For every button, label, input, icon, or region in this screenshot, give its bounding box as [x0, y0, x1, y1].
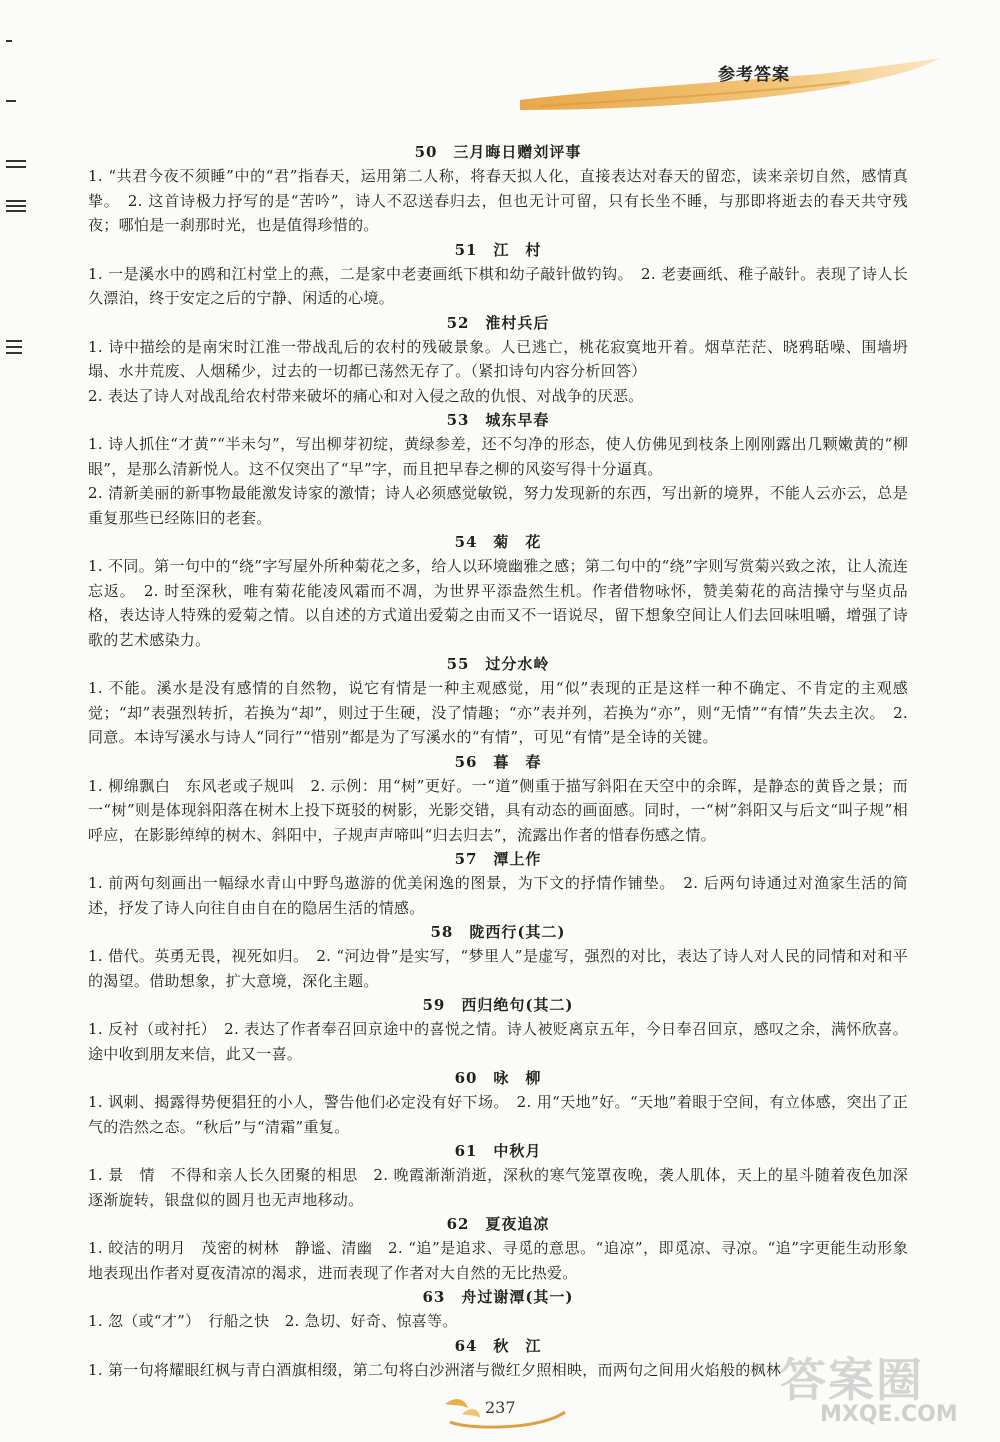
section-title: 57 潭上作	[454, 850, 542, 868]
page-number: 237	[485, 1398, 516, 1417]
section-title: 54 菊 花	[454, 533, 542, 551]
section-title: 61 中秋月	[454, 1142, 542, 1160]
answer-section	[88, 1066, 908, 1139]
answer-section	[88, 408, 908, 530]
binding-mark	[6, 160, 26, 162]
answer-paragraph: 1. 反衬（或衬托） 2. 表达了作者奉召回京途中的喜悦之情。诗人被贬离京五年，今日奉召回京，感叹之余，满怀欣喜。途中收到朋友来信，此又一喜。	[88, 1020, 908, 1063]
watermark-chars: 答案圈	[780, 1353, 924, 1407]
answer-paragraph: 2. 清新美丽的新事物最能激发诗家的激情；诗人必须感觉敏锐，努力发现新的东西，写出新的境界，不能人云亦云，总是重复那些已经陈旧的老套。	[88, 484, 908, 527]
answer-section	[88, 140, 908, 238]
answer-paragraph: 1. 借代。英勇无畏，视死如归。 2. “河边骨”是实写，“梦里人”是虚写，强烈的对比，表达了诗人对人民的同情和对和平的渴望。借助想象，扩大意境，深化主题。	[88, 947, 908, 990]
answer-paragraph: 1. 皎洁的明月 茂密的树林 静谧、清幽 2. “追”是追求、寻觅的意思。“追凉”，即觅凉、寻凉。“追”字更能生动形象地表现出作者对夏夜清凉的渴求，进而表现了作者对大自然的无比热爱。	[88, 1239, 908, 1282]
answer-section	[88, 847, 908, 920]
section-title: 59 西归绝句(其二)	[422, 996, 574, 1014]
answer-content	[88, 140, 908, 1382]
binding-mark	[6, 166, 26, 168]
section-title: 60 咏 柳	[454, 1069, 542, 1087]
answer-section	[88, 311, 908, 409]
binding-mark	[6, 346, 22, 348]
answer-paragraph: 2. 表达了诗人对战乱给农村带来破坏的痛心和对入侵之敌的仇恨、对战争的厌恶。	[88, 386, 644, 405]
section-title: 56 暮 春	[454, 752, 542, 771]
watermark	[780, 1344, 990, 1434]
section-title: 51 江 村	[454, 240, 542, 259]
binding-mark	[6, 40, 12, 42]
answer-paragraph: 1. 第一句将耀眼红枫与青白酒旗相缀，第二句将白沙洲渚与微红夕照相映，而两句之间用火焰般的枫林	[88, 1360, 782, 1379]
answer-section	[88, 920, 908, 993]
answer-paragraph: 1. 前两句刻画出一幅绿水青山中野鸟遨游的优美闲逸的图景，为下文的抒情作铺垫。 2. 后两句诗通过对渔家生活的简述，抒发了诗人向往自由自在的隐居生活的情感。	[88, 874, 908, 917]
answer-paragraph: 1. 诗人抓住“才黄”“半未匀”，写出柳芽初绽，黄绿参差，还不匀净的形态，使人仿佛见到枝条上刚刚露出几颗嫩黄的“柳眼”，是那么清新悦人。这不仅突出了“早”字，而且把早春之柳的风姿写得十分逼真。	[88, 435, 908, 478]
answer-paragraph: 1. 一是溪水中的鸥和江村堂上的燕，二是家中老妻画纸下棋和幼子敲针做钓钩。 2. 老妻画纸、稚子敲针。表现了诗人长久漂泊，终于安定之后的宁静、闲适的心境。	[88, 264, 908, 307]
section-title: 50 三月晦日赠刘评事	[414, 143, 582, 161]
answer-section	[88, 1139, 908, 1212]
answer-section	[88, 530, 908, 652]
answer-paragraph: 1. 诗中描绘的是南宋时江淮一带战乱后的农村的残破景象。人已逃亡，桃花寂寞地开着。烟草茫茫、晓鸦聒噪、围墙坍塌、水井荒废、人烟稀少，过去的一切都已荡然无存了。（紧扣诗句内容分析回答）	[88, 337, 908, 380]
section-title: 64 秋 江	[454, 1336, 542, 1355]
section-title: 53 城东早春	[446, 411, 550, 429]
binding-mark	[6, 200, 26, 202]
section-title: 63 舟过谢潭(其一)	[422, 1288, 574, 1306]
binding-mark	[6, 340, 22, 342]
answer-section	[88, 1285, 908, 1334]
binding-mark	[6, 210, 26, 212]
binding-mark	[6, 205, 26, 207]
binding-mark	[6, 100, 16, 102]
answer-paragraph: 1. 不同。第一句中的“绕”字写屋外所种菊花之多，给人以环境幽雅之感；第二句中的“绕”字则写赏菊兴致之浓，让人流连忘返。 2. 时至深秋，唯有菊花能凌风霜而不凋，为世界平添盎然生机。作者借物咏怀，赞美菊花的高洁操守与坚贞品格，表达诗人特殊的爱菊之情。以自述的方式道出爱菊之由而又不一语说尽，留下想象空间让人们去回味咀嚼，增强了诗歌的艺术感染力。	[88, 557, 908, 649]
answer-paragraph: 1. 柳绵飘白 东风老或子规叫 2. 示例：用“树”更好。一“道”侧重于描写斜阳在天空中的余晖，是静态的黄昏之景；而一“树”则是体现斜阳落在树木上投下斑驳的树影，光影交错，具有动态的画面感。同时，一“树”斜阳又与后文“叫子规”相呼应，在影影绰绰的树木、斜阳中，子规声声啼叫“归去归去”，流露出作者的惜春伤感之情。	[88, 776, 908, 844]
binding-mark	[6, 352, 22, 354]
answer-section	[88, 750, 908, 848]
answer-section	[88, 1212, 908, 1285]
watermark-url: MXQE.COM	[820, 1402, 958, 1427]
answer-paragraph: 1. 不能。溪水是没有感情的自然物，说它有情是一种主观感觉，用“似”表现的正是这样一种不确定、不肯定的主观感觉；“却”表强烈转折，若换为“却”，则过于生硬，没了情趣；“亦”表并列，若换为“亦”，则“无情”“有情”失去主次。 2. 同意。本诗写溪水与诗人“同行”“惜别”都是为了写溪水的“有情”，可见“有情”是全诗的关键。	[88, 679, 908, 746]
header-label: 参考答案	[718, 65, 790, 85]
answer-paragraph: 1. 景 情 不得和亲人长久团聚的相思 2. 晚霞渐渐消逝，深秋的寒气笼罩夜晚，袭人肌体，天上的星斗随着夜色加深逐渐旋转，银盘似的圆月也无声地移动。	[88, 1166, 908, 1209]
section-title: 62 夏夜追凉	[446, 1215, 550, 1233]
answer-section	[88, 652, 908, 750]
answer-section	[88, 238, 908, 311]
answer-paragraph: 1. 忽（或“才”） 行船之快 2. 急切、好奇、惊喜等。	[88, 1312, 458, 1330]
answer-paragraph: 1. “共君今夜不须睡”中的“君”指春天，运用第二人称，将春天拟人化，直接表达对春天的留恋，读来亲切自然，感情真挚。 2. 这首诗极力抒写的是“苦吟”，诗人不忍送春归去，但也无计可留，只有长坐不睡，与那即将逝去的春天共守残夜；哪怕是一刹那时光，也是值得珍惜的。	[88, 167, 908, 234]
binding-margin	[0, 0, 40, 1442]
answer-section	[88, 993, 908, 1066]
section-title: 58 陇西行(其二)	[430, 923, 566, 941]
answer-paragraph: 1. 讽刺、揭露得势便猖狂的小人，警告他们必定没有好下场。 2. 用“天地”好。“天地”着眼于空间，有立体感，突出了正气的浩然之态。“秋后”与“清霜”重复。	[88, 1093, 908, 1136]
section-title: 52 淮村兵后	[446, 313, 550, 332]
section-title: 55 过分水岭	[446, 655, 550, 673]
